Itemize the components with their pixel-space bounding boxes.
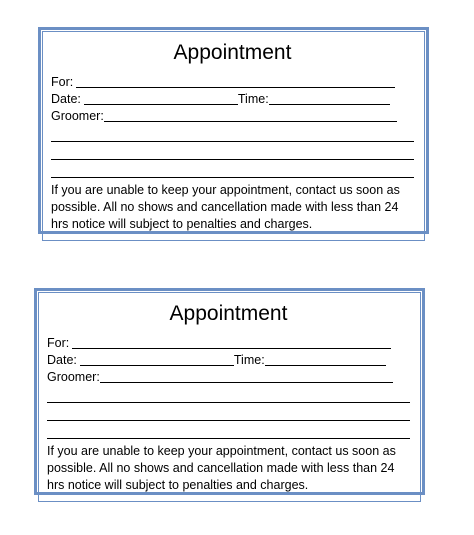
card-title: Appointment bbox=[169, 302, 288, 325]
notes-line[interactable] bbox=[51, 124, 414, 142]
notes-line[interactable] bbox=[47, 403, 410, 421]
date-time-row bbox=[51, 90, 414, 107]
time-field-line[interactable] bbox=[265, 353, 386, 366]
date-time-row bbox=[47, 351, 410, 368]
appointment-card-inner bbox=[42, 31, 425, 241]
date-label: Date: bbox=[51, 92, 81, 106]
for-label: For: bbox=[47, 336, 70, 350]
date-field-line[interactable] bbox=[80, 353, 234, 366]
time-label: Time: bbox=[233, 353, 265, 367]
notes-line[interactable] bbox=[51, 142, 414, 160]
appointment-card bbox=[38, 27, 429, 234]
groomer-row bbox=[47, 368, 410, 385]
appointment-card-inner bbox=[38, 292, 421, 502]
date-field-line[interactable] bbox=[84, 92, 238, 105]
for-field-line[interactable] bbox=[76, 75, 395, 88]
cancellation-policy-text: If you are unable to keep your appointment, contact us soon as possible. All no shows and cancellation made with less than 24 hrs notice will subject to penalties and charges. bbox=[51, 183, 400, 231]
groomer-label: Groomer: bbox=[47, 370, 100, 384]
notes-line[interactable] bbox=[47, 421, 410, 439]
groomer-field-line[interactable] bbox=[100, 370, 393, 383]
groomer-row bbox=[51, 107, 414, 124]
date-label: Date: bbox=[47, 353, 77, 367]
cancellation-policy-text: If you are unable to keep your appointment, contact us soon as possible. All no shows and cancellation made with less than 24 hrs notice will subject to penalties and charges. bbox=[47, 444, 396, 492]
notes-line[interactable] bbox=[47, 385, 410, 403]
card-title: Appointment bbox=[173, 41, 292, 64]
groomer-field-line[interactable] bbox=[104, 109, 397, 122]
for-row bbox=[47, 334, 410, 351]
appointment-card bbox=[34, 288, 425, 495]
time-field-line[interactable] bbox=[269, 92, 390, 105]
time-label: Time: bbox=[237, 92, 269, 106]
for-label: For: bbox=[51, 75, 74, 89]
for-field-line[interactable] bbox=[72, 336, 391, 349]
groomer-label: Groomer: bbox=[51, 109, 104, 123]
notes-line[interactable] bbox=[51, 160, 414, 178]
for-row bbox=[51, 73, 414, 90]
